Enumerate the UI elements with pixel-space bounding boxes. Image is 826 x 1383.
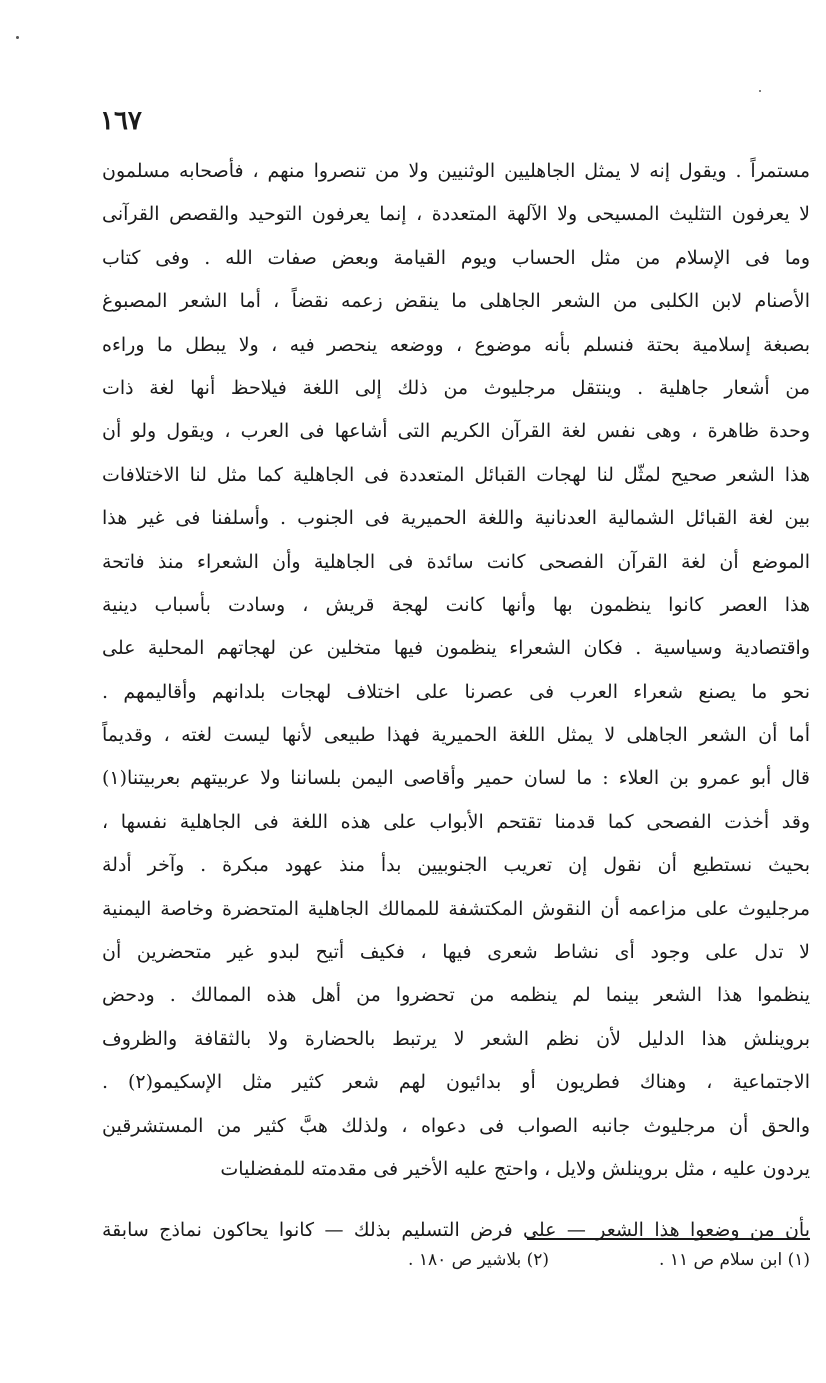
- text-line: هذا الشعر صحيح لمثّل لنا لهجات القبائل المتعددة فى الجاهلية كما مثل لنا الاختلافات: [102, 463, 810, 486]
- text-line: لا تدل على وجود أى نشاط شعرى فيها ، فكيف أتيح لبدو غير متحضرين أن: [102, 941, 810, 964]
- text-line: هذا العصر كانوا ينظمون بها وأنها كانت لهجة قريش ، وسادت بأسباب دينية: [102, 593, 810, 616]
- text-line: مستمراً . ويقول إنه لا يمثل الجاهليين الوثنيين ولا من تنصروا منهم ، فأصحابه مسلمون: [102, 160, 810, 182]
- text-line: ينظموا هذا الشعر بينما لم ينظمه من تحضروا من أهل هذه الممالك . ودحض: [102, 984, 810, 1007]
- text-line: بروينلش هذا الدليل لأن نظم الشعر لا يرتبط بالحضارة ولا بالثقافة والظروف: [102, 1027, 810, 1050]
- footnote-2: (٢) بلاشير ص ١٨٠ .: [408, 1250, 550, 1270]
- text-line: واقتصادية وسياسية . فكان الشعراء ينظمون فيها متخلين عن لهجاتهم المحلية على: [102, 637, 810, 660]
- scan-speck: [16, 36, 19, 39]
- text-line: بحيث نستطيع أن نقول إن تعريب الجنوبيين بدأ منذ عهود مبكرة . وآخر أدلة: [102, 854, 810, 877]
- text-line: من أشعار جاهلية . وينتقل مرجليوث من ذلك إلى اللغة فيلاحظ أنها لغة ذات: [102, 376, 810, 399]
- text-line: قال أبو عمرو بن العلاء : ما لسان حمير وأقاصى اليمن بلساننا ولا عربيتهم بعربيتنا(١): [102, 767, 810, 790]
- text-line: [102, 1340, 810, 1383]
- text-line: يردون عليه ، مثل بروينلش ولايل ، واحتج عليه الأخير فى مقدمته للمفضليات: [220, 1157, 810, 1180]
- text-line: [102, 1296, 810, 1339]
- text-line: بصبغة إسلامية بحتة فنسلم بأنه موضوع ، ووضعه ينحصر فيه ، ولا يبطل ما وراءه: [102, 333, 810, 356]
- body-text: [102, 150, 810, 1383]
- text-line: مرجليوث على مزاعمه أن النقوش المكتشفة للممالك الجاهلية المتحضرة وخاصة اليمنية: [102, 897, 810, 920]
- text-line: وقد أخذت الفصحى كما قدمنا تقتحم الأبواب على هذه اللغة فى الجاهلية نفسها ،: [102, 810, 810, 833]
- text-line: بين لغة القبائل الشمالية العدنانية واللغة الحميرية فى الجنوب . وأسلفنا فى غير هذا: [102, 507, 810, 530]
- footnote-1: (١) ابن سلام ص ١١ .: [659, 1250, 810, 1270]
- text-line: الاجتماعية ، وهناك فطريون أو بدائيون لهم شعر كثير مثل الإسكيمو(٢) .: [102, 1071, 810, 1094]
- text-line: والحق أن مرجليوث جانبه الصواب فى دعواه ، ولذلك هبَّ كثير من المستشرقين: [102, 1114, 810, 1137]
- footnote-separator: [527, 1238, 810, 1240]
- text-line: وحدة ظاهرة ، وهى نفس لغة القرآن الكريم التى أشاعها فى العرب ، ويقول ولو أن: [102, 420, 810, 443]
- footnotes: [200, 1250, 810, 1270]
- text-line: بأن من وضعوا هذا الشعر — على فرض التسليم بذلك — كانوا يحاكون نماذج سابقة: [102, 1219, 810, 1242]
- text-line: وما فى الإسلام من مثل الحساب ويوم القيامة وبعض صفات الله . وفى كتاب: [102, 246, 810, 269]
- scan-speck: [759, 90, 761, 92]
- text-line: أما أن الشعر الجاهلى لا يمثل اللغة الحميرية فهذا طبيعى لأنها ليست لغته ، وقديماً: [102, 724, 810, 747]
- page-number: ١٦٧: [100, 106, 142, 136]
- paragraph-gap: [102, 1191, 810, 1209]
- text-line: الأصنام لابن الكلبى من الشعر الجاهلى ما ينقض زعمه نقضاً ، أما الشعر المصبوغ: [102, 290, 810, 313]
- text-line: نحو ما يصنع شعراء العرب فى عصرنا على اختلاف لهجات بلدانهم وأقاليمهم .: [102, 680, 810, 703]
- text-line: لا يعرفون التثليث المسيحى ولا الآلهة المتعددة ، إنما يعرفون التوحيد والقصص القرآنى: [102, 203, 810, 226]
- text-line: الموضع أن لغة القرآن الفصحى كانت سائدة فى الجاهلية وأن الشعراء منذ فاتحة: [102, 550, 810, 573]
